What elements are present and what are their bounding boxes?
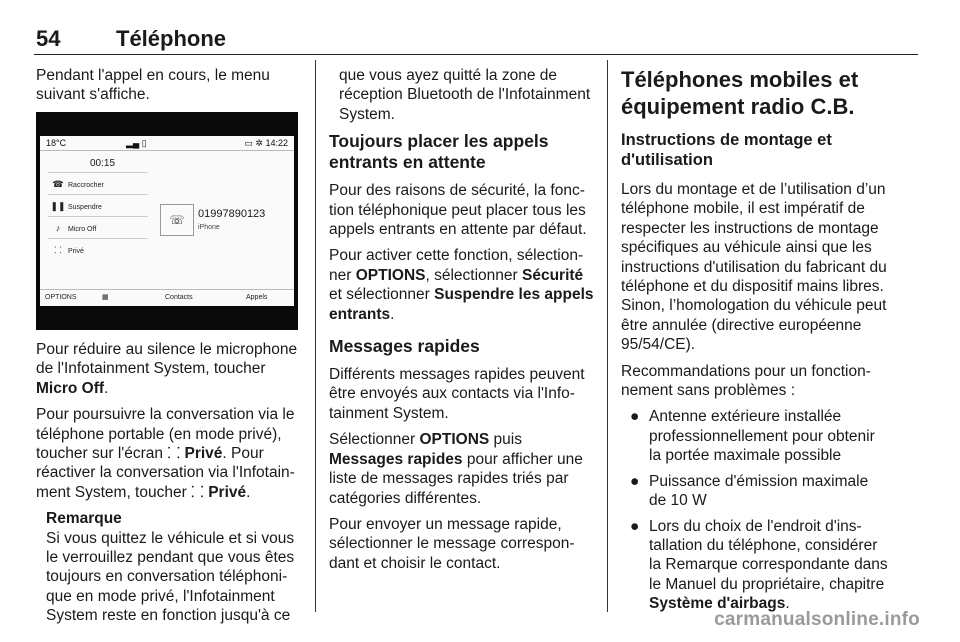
select-paragraph: Sélectionner OPTIONS puis Messages rapides pour afficher une liste de messages rapides triés par catégories différentes.: [329, 431, 583, 507]
options-button[interactable]: OPTIONS: [45, 294, 77, 301]
mic-off-paragraph: Pour réduire au silence le microphone de l'Infotainment System, toucher Micro Off.: [36, 341, 298, 397]
infotainment-screenshot: [36, 112, 298, 330]
column-1-lower: [36, 340, 302, 626]
infotainment-screen: [40, 136, 294, 306]
intro-text: Pendant l'appel en cours, le menu suivant s'affiche.: [36, 67, 270, 104]
menu-mic-off[interactable]: ♪ Micro Off: [48, 216, 148, 239]
recommendations-paragraph: Recommandations pour un fonctionnement sans problèmes :: [621, 362, 871, 400]
column-3: [621, 66, 889, 620]
hangup-icon: ☎: [52, 179, 64, 189]
send-paragraph: Pour envoyer un message rapide, sélectionner le message correspondant et choisir le contact.: [329, 515, 575, 572]
activate-paragraph: Pour activer cette fonction, sélectionner OPTIONS, sélectionner Sécurité et sélectionner Suspendre les appels entrants.: [329, 247, 594, 323]
continued-text: que vous ayez quitté la zone de réception Bluetooth de l'Infotainment System.: [339, 67, 591, 123]
private-icon: ⸬: [54, 245, 62, 255]
note-box: [36, 509, 302, 625]
menu-hangup[interactable]: ☎ Raccrocher: [48, 172, 148, 195]
waiting-paragraph: Pour des raisons de sécurité, la fonction téléphonique peut placer tous les appels entrants en attente par défaut.: [329, 182, 587, 239]
settings-icon: ▭ ✲: [244, 138, 266, 148]
page-number: 54: [36, 26, 61, 51]
menu-hold[interactable]: ❚❚ Suspendre: [48, 194, 148, 217]
clock: ▭ ✲ 14:22: [244, 138, 288, 148]
list-item: ● Lors du choix de l'endroit d'installation du téléphone, considérer la Remarque correspondante dans le Manuel du propriétaire, chapitre Système d'airbags.: [630, 517, 888, 613]
calls-button[interactable]: Appels: [246, 294, 268, 301]
messages-paragraph: Différents messages rapides peuvent être envoyés aux contacts via l'Infotainment System.: [329, 366, 585, 422]
list-item: ● Antenne extérieure installée professionnellement pour obtenir la portée maximale possible: [630, 408, 875, 465]
list-item: ● Puissance d'émission maximale de 10 W: [630, 472, 869, 510]
mounting-paragraph: Lors du montage et de l’utilisation d’un téléphone mobile, il est impératif de respecter les instructions de montage spécifiques au véhicule ainsi que les instructions d'utilisation du fabricant du téléphone et du dispositif mains libres. Sinon, l’homologation du véhicule peut être annulée (directive européenne 95/54/CE).: [621, 181, 887, 354]
keypad-icon[interactable]: ▦: [102, 294, 109, 301]
column-2: [329, 66, 594, 580]
heading-instructions: Instructions de montage et d'utilisation: [621, 131, 832, 169]
watermark: carmanualsonline.info: [714, 609, 920, 630]
heading-mobile-phones: Téléphones mobiles et équipement radio C.B.: [621, 67, 859, 119]
header-rule: [34, 54, 918, 55]
menu-private[interactable]: ⸬ Privé: [48, 238, 148, 261]
bottom-bar: [40, 289, 294, 306]
signal-icon: ▂▄ ▯: [126, 138, 147, 148]
contacts-button[interactable]: Contacts: [165, 294, 193, 301]
column-divider-1: [315, 60, 316, 612]
recommendations-list: [621, 407, 889, 613]
call-timer: 00:15: [90, 158, 116, 169]
heading-call-waiting: Toujours placer les appels entrants en attente: [329, 131, 549, 173]
status-bar: [40, 136, 294, 151]
column-1: [36, 66, 302, 112]
note-text: Si vous quittez le véhicule et si vous le verrouillez pendant que vous êtes toujours en conversation téléphonique en mode privé, l'Infotainment System reste en fonction jusqu'à ce: [46, 529, 295, 625]
caller-card: [160, 204, 282, 244]
page-title: Téléphone: [116, 26, 227, 51]
caller-device: iPhone: [198, 224, 220, 231]
call-icon: ☏: [160, 204, 194, 236]
temperature: 18°C: [46, 138, 67, 148]
caller-number: 01997890123: [198, 208, 266, 220]
heading-quick-messages: Messages rapides: [329, 336, 480, 357]
pause-icon: ❚❚: [50, 201, 66, 211]
private-paragraph: Pour poursuivre la conversation via le téléphone portable (en mode privé), toucher sur l'écran ⸬ Privé. Pour réactiver la conversation via l'Infotainment System, toucher ⸬ Privé.: [36, 406, 295, 501]
mic-off-icon: ♪: [55, 223, 61, 233]
note-title: Remarque: [46, 510, 122, 528]
column-divider-2: [607, 60, 608, 612]
